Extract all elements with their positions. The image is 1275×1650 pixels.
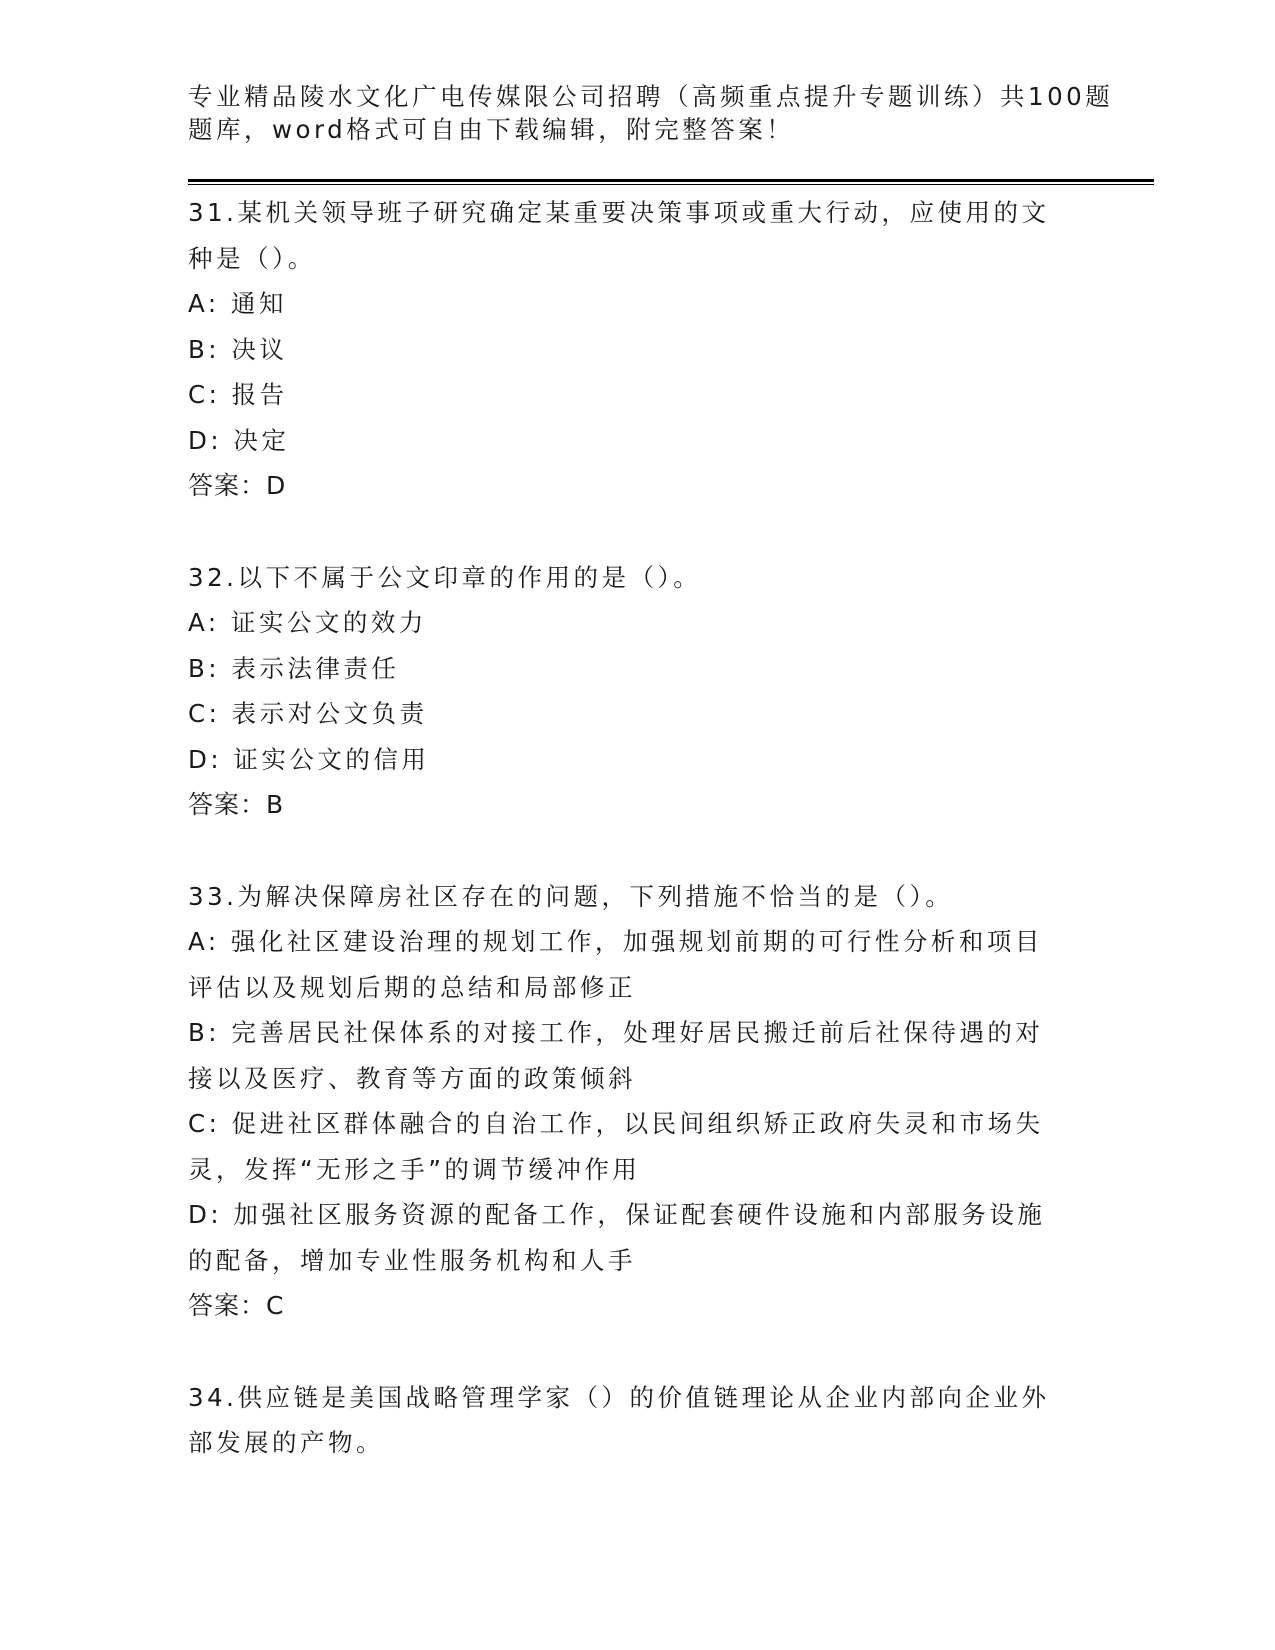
answer-label: 答案：B bbox=[188, 790, 285, 819]
option-c: C: 报告 bbox=[188, 380, 288, 409]
header-line-1: 专业精品陵水文化广电传媒限公司招聘（高频重点提升专题训练）共100题 bbox=[188, 82, 1114, 111]
answer-label: 答案：D bbox=[188, 471, 287, 500]
option-a: A: 通知 bbox=[188, 289, 287, 318]
header-divider-thick bbox=[188, 179, 1154, 182]
option-d: D: 加强社区服务资源的配备工作，保证配套硬件设施和内部服务设施 bbox=[188, 1200, 1046, 1229]
option-d-continued: 的配备，增加专业性服务机构和人手 bbox=[188, 1245, 636, 1275]
question-32 bbox=[188, 555, 1088, 828]
question-text: 种是（）。 bbox=[188, 243, 316, 273]
option-b-continued: 接以及医疗、教育等方面的政策倾斜 bbox=[188, 1063, 636, 1093]
option-b: B: 表示法律责任 bbox=[188, 653, 400, 683]
question-text: 33.为解决保障房社区存在的问题，下列措施不恰当的是（）。 bbox=[188, 881, 954, 911]
question-text: 34.供应链是美国战略管理学家（）的价值链理论从企业内部向企业外 bbox=[188, 1382, 1050, 1412]
question-text: 31.某机关领导班子研究确定某重要决策事项或重大行动，应使用的文 bbox=[188, 198, 1050, 227]
option-b: B: 完善居民社保体系的对接工作，处理好居民搬迁前后社保待遇的对 bbox=[188, 1018, 1044, 1047]
question-33 bbox=[188, 874, 1088, 1329]
option-a: A: 强化社区建设治理的规划工作，加强规划前期的可行性分析和项目 bbox=[188, 927, 1043, 956]
option-d: D: 决定 bbox=[188, 425, 290, 455]
option-d: D: 证实公文的信用 bbox=[188, 744, 430, 774]
answer-label: 答案：C bbox=[188, 1291, 285, 1320]
option-c: C: 表示对公文负责 bbox=[188, 699, 428, 728]
option-c: C: 促进社区群体融合的自治工作，以民间组织矫正政府失灵和市场失 bbox=[188, 1109, 1044, 1138]
option-a: A: 证实公文的效力 bbox=[188, 608, 427, 637]
question-text: 32.以下不属于公文印章的作用的是（）。 bbox=[188, 562, 702, 592]
header-line-2: 题库，word格式可自由下载编辑，附完整答案！ bbox=[188, 115, 795, 144]
document-header bbox=[188, 74, 1114, 144]
question-text: 部发展的产物。 bbox=[188, 1428, 384, 1457]
question-list bbox=[188, 190, 1088, 1512]
option-b: B: 决议 bbox=[188, 334, 288, 364]
header-divider-thin bbox=[188, 184, 1154, 185]
question-34 bbox=[188, 1375, 1088, 1466]
option-a-continued: 评估以及规划后期的总结和局部修正 bbox=[188, 972, 636, 1002]
question-31 bbox=[188, 190, 1088, 509]
option-c-continued: 灵，发挥“无形之手”的调节缓冲作用 bbox=[188, 1154, 641, 1184]
